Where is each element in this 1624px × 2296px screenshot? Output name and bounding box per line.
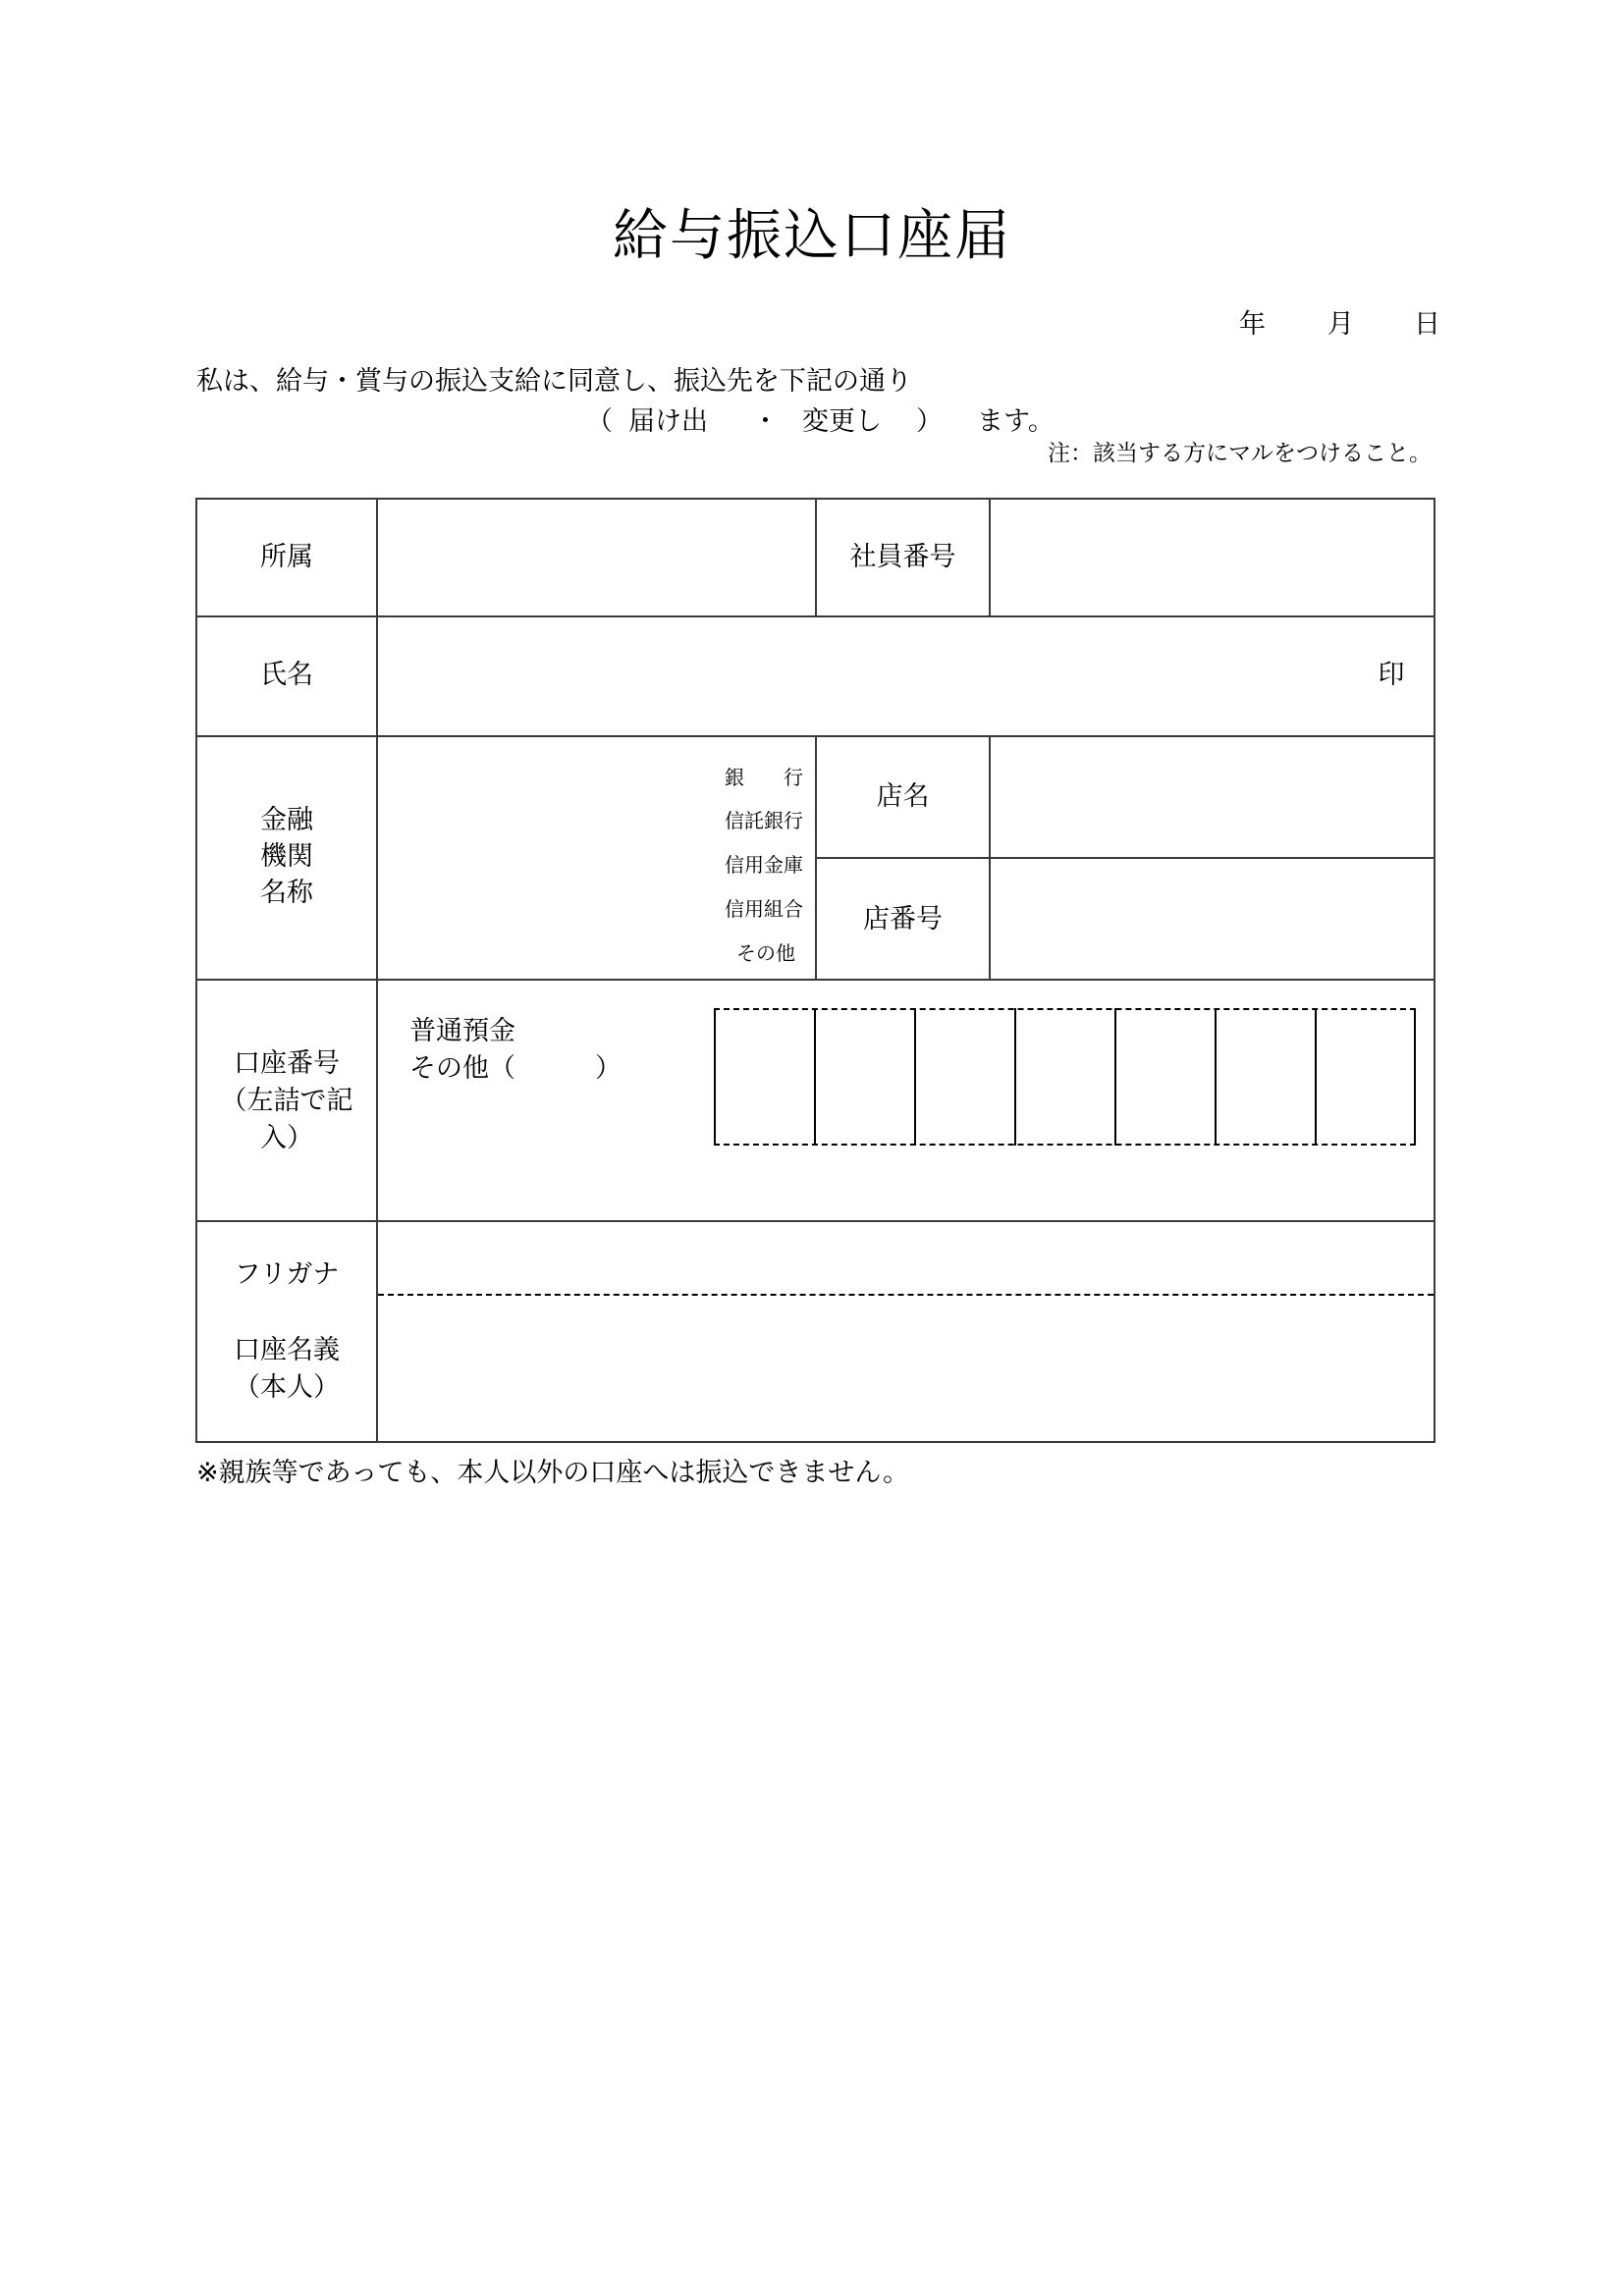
branch-number-label: 店番号 xyxy=(863,904,943,934)
account-holder-field[interactable] xyxy=(379,1298,1433,1440)
furigana-label: フリガナ xyxy=(234,1259,340,1290)
account-type-other[interactable]: その他（ ） xyxy=(409,1053,622,1084)
account-holder-label-1: 口座名義 xyxy=(234,1335,340,1365)
option-change[interactable]: 変更し xyxy=(802,406,882,437)
employee-number-label: 社員番号 xyxy=(849,542,956,572)
institution-label-1: 金融 xyxy=(260,805,313,835)
account-type-ordinary[interactable]: 普通預金 xyxy=(409,1016,515,1046)
date-day-label: 日 xyxy=(1414,309,1440,340)
account-digit-1[interactable] xyxy=(718,1012,812,1142)
account-digit-6[interactable] xyxy=(1218,1012,1313,1142)
footer-note: ※親族等であっても、本人以外の口座へは振込できません。 xyxy=(196,1458,909,1488)
seal-mark: 印 xyxy=(1378,660,1405,690)
instruction-note: 注：該当する方にマルをつけること。 xyxy=(1048,441,1432,466)
date-year-label: 年 xyxy=(1239,309,1266,340)
branch-name-label: 店名 xyxy=(876,781,930,812)
institution-type-kumiai[interactable]: 信用組合 xyxy=(725,897,803,921)
date-month-label: 月 xyxy=(1327,309,1354,340)
intro-line: 私は、給与・賞与の振込支給に同意し、振込先を下記の通り xyxy=(196,366,912,397)
branch-number-field[interactable] xyxy=(992,860,1433,978)
affiliation-label: 所属 xyxy=(260,542,313,572)
account-digit-7[interactable] xyxy=(1319,1012,1412,1142)
furigana-field[interactable] xyxy=(379,1223,1433,1292)
institution-type-shinkin[interactable]: 信用金庫 xyxy=(725,853,803,877)
affiliation-field[interactable] xyxy=(379,501,814,614)
account-digit-3[interactable] xyxy=(918,1012,1012,1142)
account-digit-4[interactable] xyxy=(1018,1012,1112,1142)
institution-type-other[interactable]: その他 xyxy=(736,941,795,965)
option-submit[interactable]: 届け出 xyxy=(628,406,708,437)
institution-type-bank[interactable]: 銀 行 xyxy=(725,766,803,789)
employee-number-field[interactable] xyxy=(992,501,1433,614)
page-title: 給与振込口座届 xyxy=(613,204,1011,268)
account-digit-2[interactable] xyxy=(818,1012,912,1142)
open-paren: （ xyxy=(586,406,613,437)
name-label: 氏名 xyxy=(260,660,313,690)
institution-label-2: 機関 xyxy=(260,841,313,872)
close-paren: ） xyxy=(916,406,943,437)
masu-text: ます。 xyxy=(977,406,1055,437)
institution-label-3: 名称 xyxy=(260,878,313,908)
institution-name-field[interactable] xyxy=(379,738,713,978)
institution-type-trust[interactable]: 信託銀行 xyxy=(725,809,803,832)
account-number-label-1: 口座番号 xyxy=(234,1048,340,1079)
branch-name-field[interactable] xyxy=(992,738,1433,856)
name-field[interactable] xyxy=(379,618,1361,734)
account-digit-5[interactable] xyxy=(1118,1012,1213,1142)
account-number-label-2: （左詰で記 xyxy=(220,1086,353,1116)
option-separator: ・ xyxy=(752,406,779,437)
account-holder-label-2: （本人） xyxy=(234,1372,340,1403)
account-number-label-3: 入） xyxy=(260,1123,313,1153)
